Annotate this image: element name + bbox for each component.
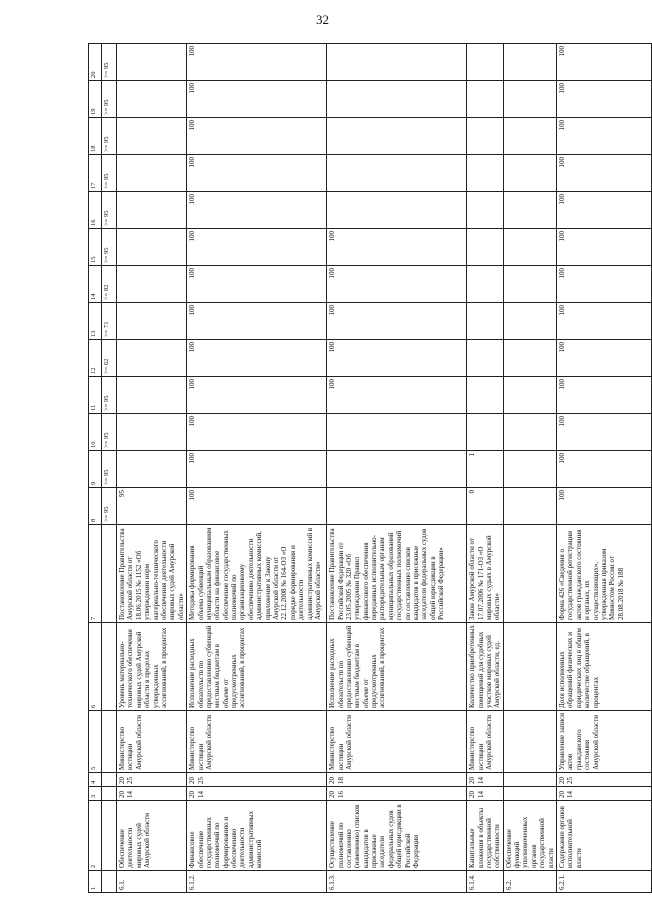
row-value: [503, 192, 556, 229]
row-name: Обеспечение функций уполномоченных органов государственной власти: [503, 801, 556, 871]
row-value: [467, 192, 504, 229]
row-end: [503, 773, 556, 787]
target-cell: >= 95: [102, 377, 117, 414]
row-name: Обеспечение деятельности мировых судей Амурской области: [117, 801, 187, 871]
row-value: 95: [117, 488, 187, 525]
row-value: 100: [187, 303, 327, 340]
row-value: 100: [187, 44, 327, 81]
row-value: [503, 303, 556, 340]
row-value: 100: [187, 340, 327, 377]
target-blank: [102, 787, 117, 801]
row-value: [117, 81, 187, 118]
col-num: 5: [89, 711, 102, 773]
row-name: Капитальные вложения в объекты государственной собственности: [467, 801, 504, 871]
row-basis: Постановление Правительства Российской Федерации от 23.05.2005 № 320 «Об утверждении Правил финансового обеспечения переданных исполнительно-распорядительным органам муниципальных образований государственных полномочий по составлению списков кандидатов в присяжные заседатели федеральных судов общей юрисдикции в Российской Федерации»: [327, 525, 467, 623]
row-basis: Закон Амурской области от 17.07.2006 № 171-ОЗ «О мировых судьях в Амурской области»: [467, 525, 504, 623]
row-value: [467, 340, 504, 377]
row-value: [327, 488, 467, 525]
row-value: [503, 488, 556, 525]
row-value: [467, 118, 504, 155]
col-num: 4: [89, 773, 102, 787]
col-num: 10: [89, 414, 102, 451]
table-row: [503, 44, 556, 893]
row-indicator: Доля исполненных обращений физических и юридических лиц в общем количестве обращений, в процентах: [557, 623, 652, 711]
row-value: [327, 44, 467, 81]
row-value: [117, 377, 187, 414]
row-value: 100: [557, 229, 652, 266]
row-start: 2014: [117, 787, 187, 801]
row-executor: Управление записи актов гражданского состояния Амурской области: [557, 711, 652, 773]
target-cell: >= 71: [102, 303, 117, 340]
row-value: [327, 118, 467, 155]
row-value: [327, 81, 467, 118]
target-cell: >= 95: [102, 44, 117, 81]
table-row: [467, 44, 504, 893]
rotated-page: [88, 45, 625, 893]
table-row: [557, 44, 652, 893]
row-value: 100: [187, 488, 327, 525]
row-value: [327, 155, 467, 192]
row-value: 100: [327, 266, 467, 303]
target-cell: >= 82: [102, 266, 117, 303]
row-value: [467, 266, 504, 303]
target-cell: >= 62: [102, 340, 117, 377]
row-value: 100: [557, 192, 652, 229]
program-table: [88, 43, 652, 893]
row-value: [503, 266, 556, 303]
row-value: 100: [327, 340, 467, 377]
row-code: 6.1.4.: [467, 871, 504, 893]
row-value: 100: [187, 266, 327, 303]
target-cell: >= 95: [102, 81, 117, 118]
row-value: 0: [467, 488, 504, 525]
row-end: 2014: [467, 773, 504, 787]
row-value: 100: [187, 377, 327, 414]
target-cell: >= 95: [102, 488, 117, 525]
row-value: 1: [467, 451, 504, 488]
col-num: 8: [89, 488, 102, 525]
row-end: 2018: [327, 773, 467, 787]
row-value: 100: [557, 155, 652, 192]
row-value: [503, 340, 556, 377]
row-value: 100: [557, 451, 652, 488]
row-value: [503, 155, 556, 192]
row-start: 2014: [557, 787, 652, 801]
row-executor: Министерство юстиции Амурской области: [187, 711, 327, 773]
row-value: 100: [187, 229, 327, 266]
row-code: 6.2.1.: [557, 871, 652, 893]
row-value: [327, 414, 467, 451]
row-code: 6.2.: [503, 871, 556, 893]
table-container: [88, 45, 625, 893]
target-cell: >= 95: [102, 451, 117, 488]
table-row: [117, 44, 187, 893]
row-value: [117, 155, 187, 192]
row-executor: Министерство юстиции Амурской области: [467, 711, 504, 773]
row-executor: Министерство юстиции Амурской области: [117, 711, 187, 773]
row-start: 2016: [327, 787, 467, 801]
row-basis: Форма 426 «Сведения о государственной регистрации актов гражданского состояния и органах, их осуществляющих», утвержденная приказом Минюстом России от 28.08.2018 № 188: [557, 525, 652, 623]
row-value: [467, 44, 504, 81]
row-code: 6.1.2.: [187, 871, 327, 893]
row-value: 100: [557, 488, 652, 525]
row-value: [327, 192, 467, 229]
target-cell: >= 95: [102, 118, 117, 155]
target-blank: [102, 711, 117, 773]
column-number-row: [89, 44, 102, 893]
row-value: 100: [327, 229, 467, 266]
row-value: [503, 44, 556, 81]
row-value: [117, 340, 187, 377]
row-indicator: Уровень материально-технического обеспечения мировых судей Амурской области в пределах утвержденных ассигнований, в процентах: [117, 623, 187, 711]
row-value: 100: [187, 81, 327, 118]
row-value: [467, 414, 504, 451]
row-value: [467, 229, 504, 266]
row-end: 2025: [117, 773, 187, 787]
row-value: [503, 451, 556, 488]
row-value: [117, 44, 187, 81]
row-value: 100: [187, 118, 327, 155]
row-value: [503, 377, 556, 414]
row-value: 100: [557, 81, 652, 118]
row-basis: Методика формирования объема субвенций муниципальным образованиям области на финансовое обеспечение государственных полномочий по организационному обеспечению деятельности административных комиссий, приложение к Закону Амурской области от 22.12.2008 № 164-ОЗ «О порядке формирования и деятельности административных комиссий в Амурской области»: [187, 525, 327, 623]
col-num: 14: [89, 266, 102, 303]
col-num: 13: [89, 303, 102, 340]
row-value: 100: [557, 44, 652, 81]
row-value: [467, 377, 504, 414]
row-value: 100: [327, 303, 467, 340]
row-value: 100: [187, 192, 327, 229]
row-code: 6.1.3.: [327, 871, 467, 893]
col-num: 19: [89, 81, 102, 118]
row-value: 100: [557, 118, 652, 155]
row-start: 2014: [467, 787, 504, 801]
col-num: 18: [89, 118, 102, 155]
row-value: [503, 118, 556, 155]
target-cell: >= 95: [102, 229, 117, 266]
target-blank: [102, 801, 117, 871]
row-value: [467, 303, 504, 340]
target-row: [102, 44, 117, 893]
page-number: 32: [316, 12, 329, 27]
row-value: [467, 81, 504, 118]
row-value: 100: [187, 451, 327, 488]
row-value: [117, 451, 187, 488]
row-name: Содержание органов исполнительной власти: [557, 801, 652, 871]
col-num: 12: [89, 340, 102, 377]
col-num: 20: [89, 44, 102, 81]
row-value: [503, 414, 556, 451]
row-end: 2025: [557, 773, 652, 787]
col-num: 15: [89, 229, 102, 266]
row-code: 6.1.: [117, 871, 187, 893]
row-start: 2014: [187, 787, 327, 801]
col-num: 6: [89, 623, 102, 711]
target-blank: [102, 525, 117, 623]
row-value: [327, 451, 467, 488]
target-cell: >= 95: [102, 414, 117, 451]
row-basis: [503, 525, 556, 623]
row-indicator: Исполнение расходных обязательств по предоставлению субвенций местным бюджетам в объеме от предусмотренных ассигнований, в процентах: [187, 623, 327, 711]
row-basis: Постановление Правительства Амурской области от 18.06.2015 № 1152 «Об утверждении норм материально-технического обеспечения деятельности мировых судей Амурской области»: [117, 525, 187, 623]
col-num: 17: [89, 155, 102, 192]
row-value: 100: [327, 377, 467, 414]
row-value: 100: [557, 266, 652, 303]
row-indicator: Количество приобретенных помещений для судебных участков мировых судей Амурской области, ед.: [467, 623, 504, 711]
target-blank: [102, 773, 117, 787]
row-value: [503, 81, 556, 118]
row-indicator: Исполнение расходных обязательств по предоставлению субвенций местным бюджетам в объеме от предусмотренных ассигнований, в процентах: [327, 623, 467, 711]
target-blank: [102, 623, 117, 711]
row-value: 100: [557, 414, 652, 451]
table-row: [187, 44, 327, 893]
target-blank: [102, 871, 117, 893]
row-value: [117, 118, 187, 155]
row-executor: Министерство юстиции Амурской области: [327, 711, 467, 773]
table-row: [327, 44, 467, 893]
target-cell: >= 95: [102, 192, 117, 229]
row-end: 2025: [187, 773, 327, 787]
col-num: 9: [89, 451, 102, 488]
row-value: [117, 192, 187, 229]
row-start: [503, 787, 556, 801]
col-num: 7: [89, 525, 102, 623]
row-value: [117, 303, 187, 340]
row-executor: [503, 711, 556, 773]
row-value: 100: [557, 340, 652, 377]
col-num: 11: [89, 377, 102, 414]
col-num: 16: [89, 192, 102, 229]
row-value: 100: [557, 377, 652, 414]
target-cell: >= 95: [102, 155, 117, 192]
col-num: 3: [89, 787, 102, 801]
row-value: 100: [187, 155, 327, 192]
row-name: Финансовое обеспечение государственных полномочий по формированию и обеспечению деятельности административных комиссий: [187, 801, 327, 871]
row-value: [467, 155, 504, 192]
row-value: [117, 266, 187, 303]
row-value: [117, 414, 187, 451]
col-num: 2: [89, 801, 102, 871]
row-value: 100: [557, 303, 652, 340]
row-value: 100: [187, 414, 327, 451]
row-name: Осуществление полномочий по составлению (изменению) списков кандидатов в присяжные заседатели федеральных судов общей юрисдикции в Российской Федерации: [327, 801, 467, 871]
row-indicator: [503, 623, 556, 711]
row-value: [503, 229, 556, 266]
col-num: 1: [89, 871, 102, 893]
row-value: [117, 229, 187, 266]
